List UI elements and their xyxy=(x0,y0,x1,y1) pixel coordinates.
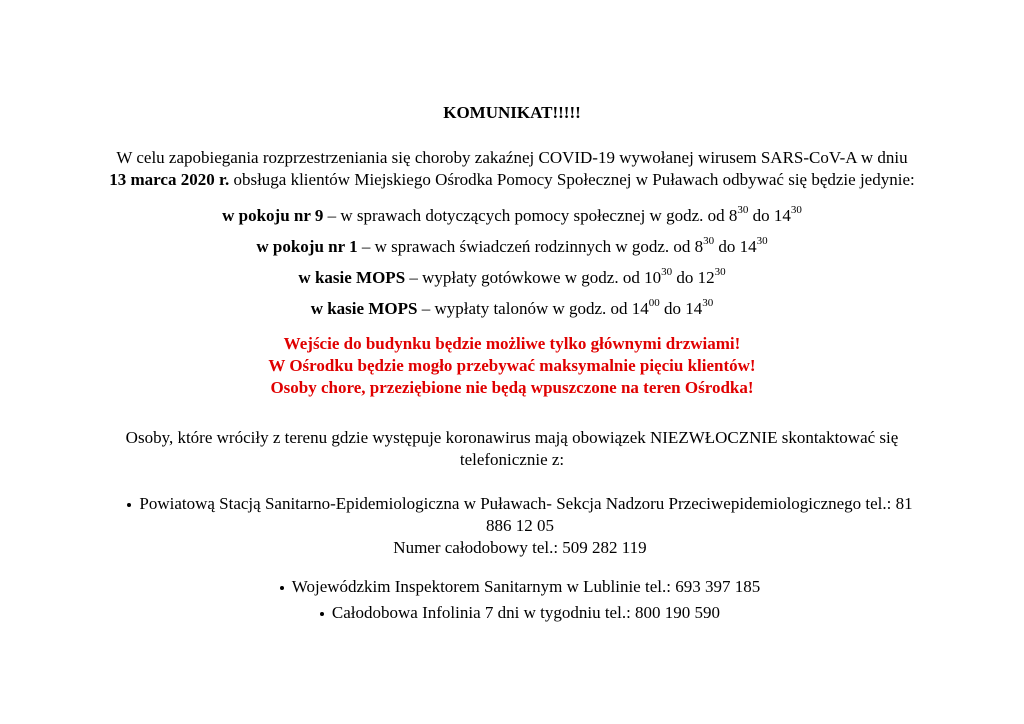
bullet-dot-icon xyxy=(280,586,284,590)
contact-line-1: Osoby, które wróciły z terenu gdzie występuje koronawirus mają obowiązek NIEZWŁOCZNIE skontaktować się xyxy=(125,428,899,447)
bullet-line-1 xyxy=(80,493,960,515)
room-line-2 xyxy=(0,236,1024,258)
bullet-item-sanepid-pulawy xyxy=(80,493,960,559)
bullet-item-wis-lublin xyxy=(80,576,960,598)
bullet-line-2: 886 12 05 xyxy=(486,516,554,535)
intro-date: 13 marca 2020 r. xyxy=(109,170,230,190)
intro-line-2 xyxy=(40,169,984,191)
room-time-mid: do 12 xyxy=(672,268,715,287)
bullet-line xyxy=(80,602,960,624)
room-text: – w sprawach dotyczących pomocy społecznej w godz. od 8 xyxy=(323,206,738,225)
room-label: w kasie MOPS xyxy=(298,268,406,287)
room-text: – w sprawach świadczeń rodzinnych w godz. od 8 xyxy=(357,237,704,256)
room-time-start-sup: 30 xyxy=(737,204,749,217)
room-line-1 xyxy=(0,205,1024,227)
room-time-mid: do 14 xyxy=(659,299,703,318)
bullet-text: Wojewódzkim Inspektorem Sanitarnym w Lublinie tel.: 693 397 185 xyxy=(291,577,761,596)
warning-block xyxy=(0,333,1024,399)
bullet-line xyxy=(80,576,960,598)
bullet-dot-icon xyxy=(127,503,131,507)
room-time-start-sup: 30 xyxy=(661,266,673,279)
room-label: w pokoju nr 1 xyxy=(256,237,358,256)
room-time-end-sup: 30 xyxy=(756,235,768,248)
room-label: w kasie MOPS xyxy=(310,299,418,318)
warning-line-2: W Ośrodku będzie mogło przebywać maksymalnie pięciu klientów! xyxy=(268,356,756,375)
room-time-end-sup: 30 xyxy=(790,204,802,217)
room-time-start-sup: 00 xyxy=(648,297,660,310)
room-text: – wypłaty talonów w godz. od 14 xyxy=(417,299,649,318)
room-time-mid: do 14 xyxy=(714,237,757,256)
room-time-start-sup: 30 xyxy=(703,235,715,248)
room-time-end-sup: 30 xyxy=(702,297,714,310)
bullet-text: Całodobowa Infolinia 7 dni w tygodniu tel.: 800 190 590 xyxy=(331,603,721,622)
intro-line-1: W celu zapobiegania rozprzestrzeniania się choroby zakaźnej COVID-19 wywołanej wirusem SARS-CoV-A w dniu xyxy=(116,148,908,167)
room-line-3 xyxy=(0,267,1024,289)
intro-paragraph xyxy=(40,147,984,191)
intro-line-2-text: obsługa klientów Miejskiego Ośrodka Pomocy Społecznej w Puławach odbywać się będzie jedynie: xyxy=(229,170,915,190)
bullet-line-3: Numer całodobowy tel.: 509 282 119 xyxy=(393,538,647,557)
warning-line-3: Osoby chore, przeziębione nie będą wpuszczone na teren Ośrodka! xyxy=(270,378,754,397)
document-title: KOMUNIKAT!!!!! xyxy=(443,103,581,122)
room-text: – wypłaty gotówkowe w godz. od 10 xyxy=(405,268,662,287)
room-time-mid: do 14 xyxy=(748,206,791,225)
room-label: w pokoju nr 9 xyxy=(222,206,324,225)
room-time-end-sup: 30 xyxy=(714,266,726,279)
warning-line-1: Wejście do budynku będzie możliwe tylko głównymi drzwiami! xyxy=(283,334,741,353)
contact-line-2: telefonicznie z: xyxy=(459,450,565,469)
contact-paragraph xyxy=(70,427,954,471)
room-line-4 xyxy=(0,298,1024,320)
bullet-text: Powiatową Stacją Sanitarno-Epidemiologiczna w Puławach- Sekcja Nadzoru Przeciwepidemiologicznego tel.: 81 xyxy=(139,494,913,513)
bullet-dot-icon xyxy=(320,612,324,616)
bullet-item-infolinia xyxy=(80,602,960,624)
